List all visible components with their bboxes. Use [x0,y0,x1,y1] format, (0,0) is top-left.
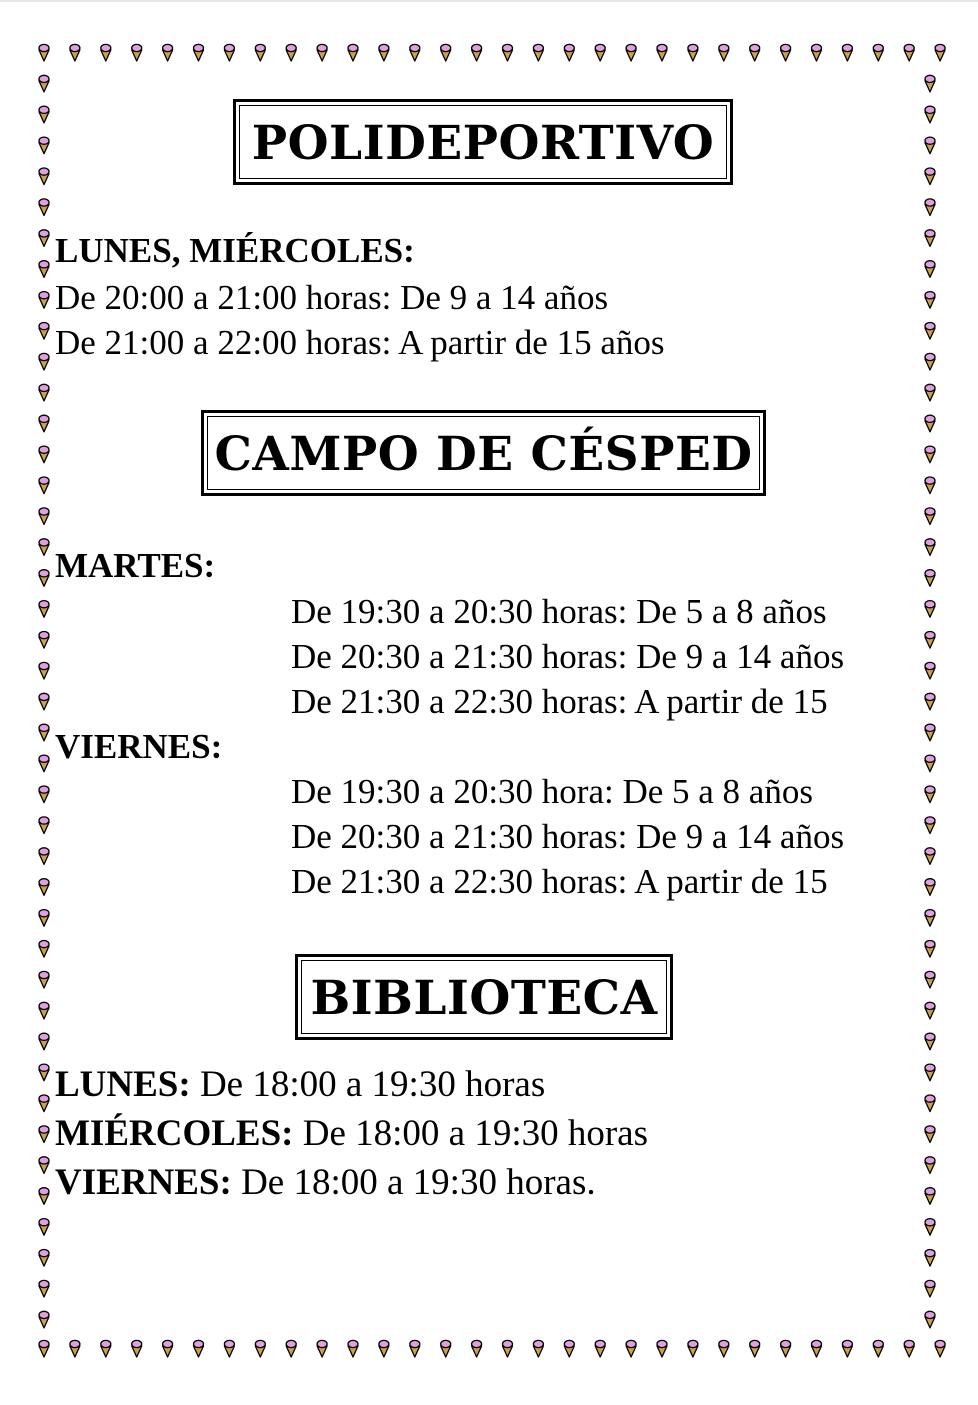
ice-cream-cone-icon [925,755,935,772]
ice-cream-cone-icon [925,292,935,309]
ice-cream-cone-icon [925,508,935,525]
ice-cream-cone-icon [842,44,852,61]
biblioteca-entry-day: MIÉRCOLES: [55,1113,294,1154]
ice-cream-cone-icon [533,44,543,61]
ice-cream-cone-icon [39,1064,49,1081]
ice-cream-cone-icon [101,1340,111,1357]
ice-cream-cone-icon [873,44,883,61]
ice-cream-cone-icon [812,44,822,61]
ice-cream-cone-icon [101,44,111,61]
ice-cream-cone-icon [925,724,935,741]
ice-cream-cone-icon [379,44,389,61]
ice-cream-cone-icon [626,1340,636,1357]
ice-cream-cone-icon [224,44,234,61]
ice-cream-cone-icon [39,137,49,154]
ice-cream-cone-icon [925,353,935,370]
polideportivo-line-1: De 20:00 a 21:00 horas: De 9 a 14 años [55,278,609,317]
ice-cream-cone-icon [595,1340,605,1357]
ice-cream-cone-icon [750,44,760,61]
ice-cream-cone-icon [925,693,935,710]
ice-cream-cone-icon [503,1340,513,1357]
ice-cream-cone-icon [39,1126,49,1143]
ice-cream-cone-icon [925,199,935,216]
ice-cream-cone-icon [39,601,49,618]
biblioteca-entry-time: De 18:00 a 19:30 horas [190,1064,546,1105]
ice-cream-cone-icon [925,632,935,649]
ice-cream-cone-icon [472,1340,482,1357]
ice-cream-cone-icon [441,1340,451,1357]
ice-cream-cone-icon [688,1340,698,1357]
polideportivo-title-box [233,99,733,185]
ice-cream-cone-icon [719,1340,729,1357]
ice-cream-cone-icon [39,1095,49,1112]
ice-cream-cone-icon [842,1340,852,1357]
ice-cream-cone-icon [39,1311,49,1328]
ice-cream-cone-icon [132,44,142,61]
ice-cream-cone-icon [925,786,935,803]
ice-cream-cone-icon [925,106,935,123]
campo-title-box [201,410,766,496]
biblioteca-entry-day: VIERNES: [55,1162,232,1203]
ice-cream-cone-icon [194,1340,204,1357]
campo-viernes-line-2: De 20:30 a 21:30 horas: De 9 a 14 años [291,817,845,856]
ice-cream-cone-icon [39,353,49,370]
ice-cream-cone-icon [39,446,49,463]
ice-cream-cone-icon [39,292,49,309]
ice-cream-cone-icon [39,1157,49,1174]
ice-cream-cone-icon [348,44,358,61]
ice-cream-cone-icon [719,44,729,61]
ice-cream-cone-icon [925,662,935,679]
ice-cream-cone-icon [657,44,667,61]
ice-cream-cone-icon [39,941,49,958]
ice-cream-cone-icon [925,1002,935,1019]
polideportivo-title: POLIDEPORTIVO [239,105,727,179]
ice-cream-cone-icon [39,508,49,525]
biblioteca-entry [55,1065,545,1105]
ice-cream-cone-icon [750,1340,760,1357]
biblioteca-title: BIBLIOTECA [301,960,667,1034]
ice-cream-cone-icon [39,817,49,834]
ice-cream-cone-icon [255,44,265,61]
ice-cream-cone-icon [39,1250,49,1267]
ice-cream-cone-icon [904,44,914,61]
ice-cream-cone-icon [132,1340,142,1357]
biblioteca-entry [55,1163,596,1203]
ice-cream-cone-icon [925,971,935,988]
ice-cream-cone-icon [39,632,49,649]
ice-cream-cone-icon [379,1340,389,1357]
ice-cream-cone-icon [873,1340,883,1357]
ice-cream-cone-icon [925,601,935,618]
ice-cream-cone-icon [39,323,49,340]
ice-cream-cone-icon [39,786,49,803]
ice-cream-cone-icon [39,230,49,247]
ice-cream-cone-icon [925,415,935,432]
ice-cream-cone-icon [925,1033,935,1050]
ice-cream-cone-icon [286,44,296,61]
ice-cream-cone-icon [925,446,935,463]
ice-cream-cone-icon [904,1340,914,1357]
ice-cream-cone-icon [39,106,49,123]
ice-cream-cone-icon [410,44,420,61]
ice-cream-cone-icon [925,848,935,865]
biblioteca-entry-time: De 18:00 a 19:30 horas [293,1113,649,1154]
ice-cream-cone-icon [317,1340,327,1357]
biblioteca-title-box [295,954,673,1040]
ice-cream-cone-icon [925,75,935,92]
ice-cream-cone-icon [39,199,49,216]
ice-cream-cone-icon [564,1340,574,1357]
ice-cream-cone-icon [925,230,935,247]
ice-cream-cone-icon [925,384,935,401]
ice-cream-cone-icon [925,1157,935,1174]
ice-cream-cone-icon [925,539,935,556]
ice-cream-cone-icon [925,1064,935,1081]
ice-cream-cone-icon [503,44,513,61]
ice-cream-cone-icon [70,44,80,61]
ice-cream-cone-icon [224,1340,234,1357]
campo-title: CAMPO DE CÉSPED [207,416,760,490]
ice-cream-cone-icon [39,724,49,741]
ice-cream-cone-icon [925,941,935,958]
ice-cream-cone-icon [925,570,935,587]
ice-cream-cone-icon [564,44,574,61]
ice-cream-cone-icon [925,261,935,278]
ice-cream-cone-icon [194,44,204,61]
ice-cream-cone-icon [472,44,482,61]
ice-cream-cone-icon [39,168,49,185]
ice-cream-cone-icon [39,261,49,278]
ice-cream-cone-icon [925,1219,935,1236]
biblioteca-entry [55,1114,648,1154]
ice-cream-cone-icon [39,879,49,896]
campo-viernes-day: VIERNES: [55,727,223,766]
ice-cream-cone-icon [688,44,698,61]
ice-cream-cone-icon [39,1340,49,1357]
ice-cream-cone-icon [39,75,49,92]
ice-cream-cone-icon [39,848,49,865]
ice-cream-cone-icon [39,1219,49,1236]
ice-cream-cone-icon [39,539,49,556]
campo-martes-line-2: De 20:30 a 21:30 horas: De 9 a 14 años [291,637,845,676]
ice-cream-cone-icon [39,662,49,679]
ice-cream-cone-icon [410,1340,420,1357]
ice-cream-cone-icon [163,1340,173,1357]
ice-cream-cone-icon [935,44,945,61]
ice-cream-cone-icon [925,1280,935,1297]
ice-cream-cone-icon [925,168,935,185]
campo-martes-line-3: De 21:30 a 22:30 horas: A partir de 15 [291,682,828,721]
campo-martes-day: MARTES: [55,546,216,585]
ice-cream-cone-icon [626,44,636,61]
campo-viernes-line-1: De 19:30 a 20:30 hora: De 5 a 8 años [291,772,813,811]
ice-cream-cone-icon [781,44,791,61]
campo-viernes-line-3: De 21:30 a 22:30 horas: A partir de 15 [291,862,828,901]
ice-cream-cone-icon [286,1340,296,1357]
ice-cream-cone-icon [39,384,49,401]
polideportivo-day: LUNES, MIÉRCOLES: [55,231,415,270]
ice-cream-cone-icon [317,44,327,61]
ice-cream-cone-icon [812,1340,822,1357]
ice-cream-cone-icon [781,1340,791,1357]
ice-cream-cone-icon [348,1340,358,1357]
campo-martes-line-1: De 19:30 a 20:30 horas: De 5 a 8 años [291,592,827,631]
ice-cream-cone-icon [70,1340,80,1357]
ice-cream-cone-icon [39,1002,49,1019]
ice-cream-cone-icon [39,1033,49,1050]
ice-cream-cone-icon [39,570,49,587]
ice-cream-cone-icon [657,1340,667,1357]
biblioteca-entry-time: De 18:00 a 19:30 horas. [231,1162,596,1203]
ice-cream-cone-icon [925,910,935,927]
ice-cream-cone-icon [925,137,935,154]
ice-cream-cone-icon [441,44,451,61]
ice-cream-cone-icon [595,44,605,61]
ice-cream-cone-icon [39,1188,49,1205]
biblioteca-entry-day: LUNES: [55,1064,191,1105]
ice-cream-cone-icon [925,1095,935,1112]
ice-cream-cone-icon [925,1188,935,1205]
ice-cream-cone-icon [925,323,935,340]
ice-cream-cone-icon [533,1340,543,1357]
ice-cream-cone-icon [39,693,49,710]
ice-cream-cone-icon [39,44,49,61]
ice-cream-cone-icon [39,477,49,494]
ice-cream-cone-icon [39,971,49,988]
ice-cream-cone-icon [925,477,935,494]
polideportivo-line-2: De 21:00 a 22:00 horas: A partir de 15 años [55,323,665,362]
ice-cream-cone-icon [163,44,173,61]
ice-cream-cone-icon [925,1126,935,1143]
ice-cream-cone-icon [925,1311,935,1328]
ice-cream-cone-icon [39,755,49,772]
ice-cream-cone-icon [925,879,935,896]
ice-cream-cone-icon [925,1250,935,1267]
ice-cream-cone-icon [925,817,935,834]
ice-cream-cone-icon [39,1280,49,1297]
ice-cream-cone-icon [255,1340,265,1357]
ice-cream-cone-icon [39,415,49,432]
ice-cream-cone-icon [935,1340,945,1357]
ice-cream-cone-icon [39,910,49,927]
